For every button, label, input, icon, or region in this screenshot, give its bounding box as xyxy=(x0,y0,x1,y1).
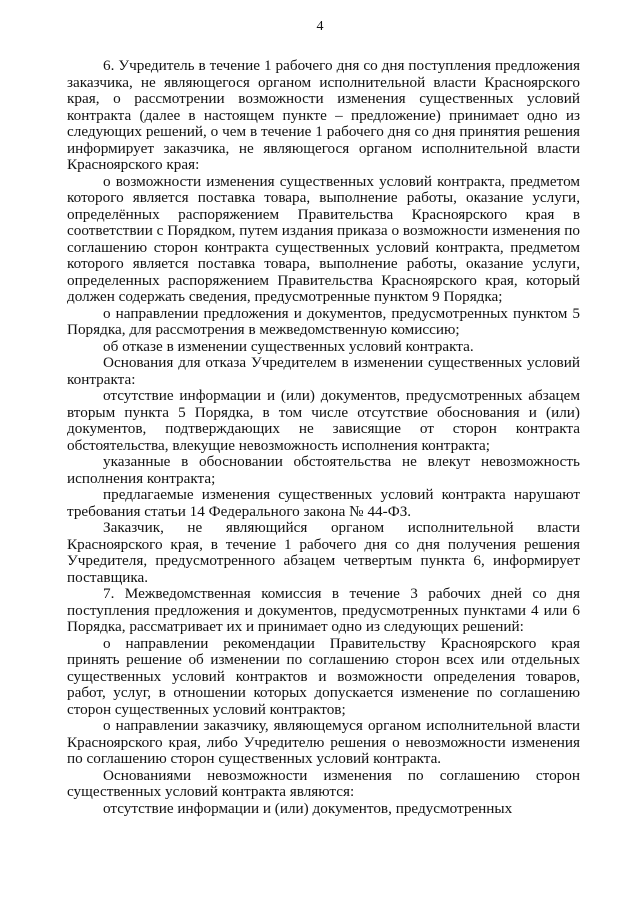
list-item: отсутствие информации и (или) документов, предусмотренных абзацем вторым пункта 5 Порядка, в том числе отсутствие обоснования и (или) документов, подтверждающих не зависящие от сторон контракта обстоятельства, влекущие невозможность исполнения контракта; xyxy=(67,387,580,454)
page-number: 4 xyxy=(316,19,324,34)
list-item: указанные в обосновании обстоятельства не влекут невозможность исполнения контракта; xyxy=(67,453,580,487)
paragraph-7: 7. Межведомственная комиссия в течение 3 рабочих дней со дня поступления предложения и документов, предусмотренных пунктами 4 или 6 Порядка, рассматривает их и принимает одно из следующих решений: xyxy=(67,585,580,635)
paragraph: Основания для отказа Учредителем в изменении существенных условий контракта: xyxy=(67,354,580,388)
list-item: о направлении заказчику, являющемуся органом исполнительной власти Красноярского края, либо Учредителю решения о невозможности изменения по соглашению сторон существенных условий контракта. xyxy=(67,717,580,767)
list-item: о направлении рекомендации Правительству Красноярского края принять решение об изменении по соглашению сторон всех или отдельных существенных условий контрактов и возможности определения товаров, работ, услуг, в отношении которых допускается изменение по соглашению сторон существенных условий контрактов; xyxy=(67,634,580,718)
paragraph: Основаниями невозможности изменения по соглашению сторон существенных условий контракта являются: xyxy=(67,766,580,800)
list-item: об отказе в изменении существенных условий контракта. xyxy=(103,337,474,355)
list-item: отсутствие информации и (или) документов, предусмотренных xyxy=(103,799,513,817)
list-item: о возможности изменения существенных условий контракта, предметом которого является поставка товара, выполнение работы, оказание услуги, определённых распоряжением Правительства Красноярского края в соответствии с Порядком, путем издания приказа о возможности изменения по соглашению сторон контракта существенных условий контракта, предметом которого является поставка товара, выполнение работы, оказание услуги, определенных распоряжением Правительства Красноярского края, который должен содержать сведения, предусмотренные пунктом 9 Порядка; xyxy=(67,172,580,305)
paragraph-6: 6. Учредитель в течение 1 рабочего дня со дня поступления предложения заказчика, не являющегося органом исполнительной власти Красноярского края, о рассмотрении возможности изменения существенных условий контракта (далее в настоящем пункте – предложение) принимает одно из следующих решений, о чем в течение 1 рабочего дня со дня принятия решения информирует заказчика, не являющегося органом исполнительной власти Красноярского края: xyxy=(67,57,580,173)
list-item: о направлении предложения и документов, предусмотренных пунктом 5 Порядка, для рассмотрения в межведомственную комиссию; xyxy=(67,304,580,338)
document-body xyxy=(67,58,580,817)
paragraph: Заказчик, не являющийся органом исполнительной власти Красноярского края, в течение 1 рабочего дня со дня получения решения Учредителя, предусмотренного абзацем четвертым пункта 6, информирует поставщика. xyxy=(67,519,580,586)
list-item: предлагаемые изменения существенных условий контракта нарушают требования статьи 14 Федерального закона № 44-ФЗ. xyxy=(67,486,580,520)
